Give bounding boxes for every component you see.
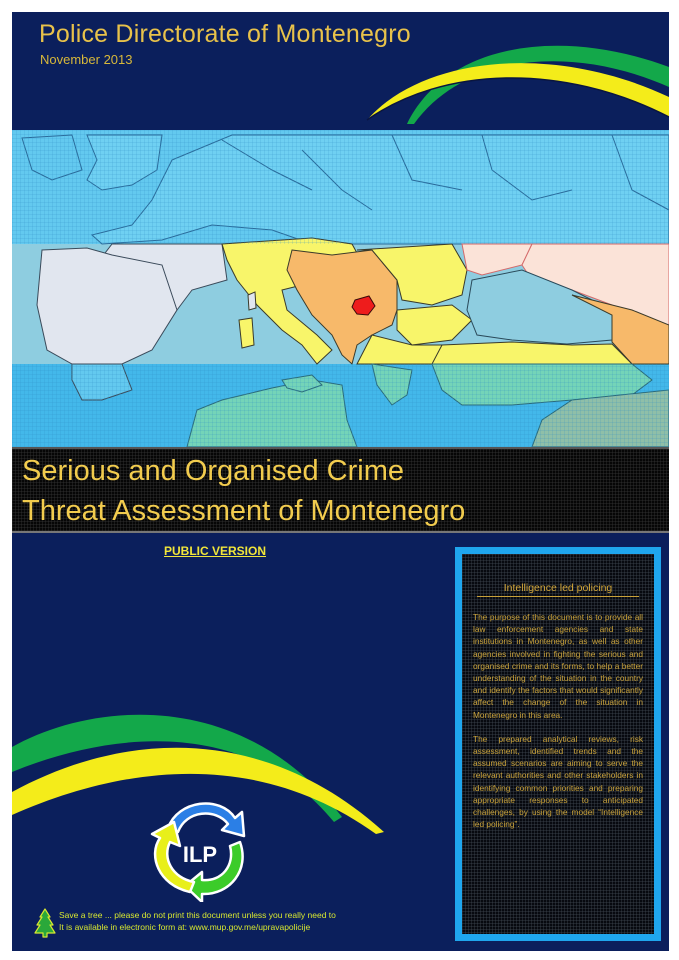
ilp-logo-text: ILP: [182, 842, 218, 867]
footer-save-tree-text: Save a tree ... please do not print this document unless you really need to: [59, 910, 336, 920]
footer-availability-text: It is available in electronic form at: www.mup.gov.me/upravapolicije: [59, 922, 311, 932]
tree-icon: [34, 908, 56, 938]
europe-map: [12, 130, 669, 447]
map-image: [12, 130, 669, 447]
document-title-bar: [12, 447, 669, 533]
public-version-label: PUBLIC VERSION: [164, 544, 267, 558]
title-line-1: Serious and Organised Crime: [22, 455, 405, 487]
swoosh-decoration-top: [352, 12, 669, 130]
document-cover: [12, 12, 669, 951]
publication-date: November 2013: [40, 52, 133, 67]
infobox-paragraph: The prepared analytical reviews, risk assessment, identified trends and the assumed scenarios are aiming to serve the relevant authorities and other stakeholders in identifying common priorities and preparing appropriate responses to anticipated challenges, by using the model “Intelligence led policing”.: [473, 733, 643, 830]
infobox-heading: Intelligence led policing: [477, 582, 639, 597]
infobox-paragraph: The purpose of this document is to provide all law enforcement agencies and state institutions in Montenegro, as well as other agencies involved in fighting the serious and organised crime and its forms, to help a better understanding of the situation in the country and identify the factors that would significantly affect the change of the situation in Montenegro in this area.: [473, 612, 643, 720]
organization-title: Police Directorate of Montenegro: [39, 20, 411, 48]
blue-arrow-icon: [168, 803, 244, 836]
intelligence-led-policing-box: [455, 547, 661, 941]
header: [12, 12, 669, 130]
ilp-logo: [140, 790, 260, 902]
title-line-2: Threat Assessment of Montenegro: [22, 495, 466, 527]
